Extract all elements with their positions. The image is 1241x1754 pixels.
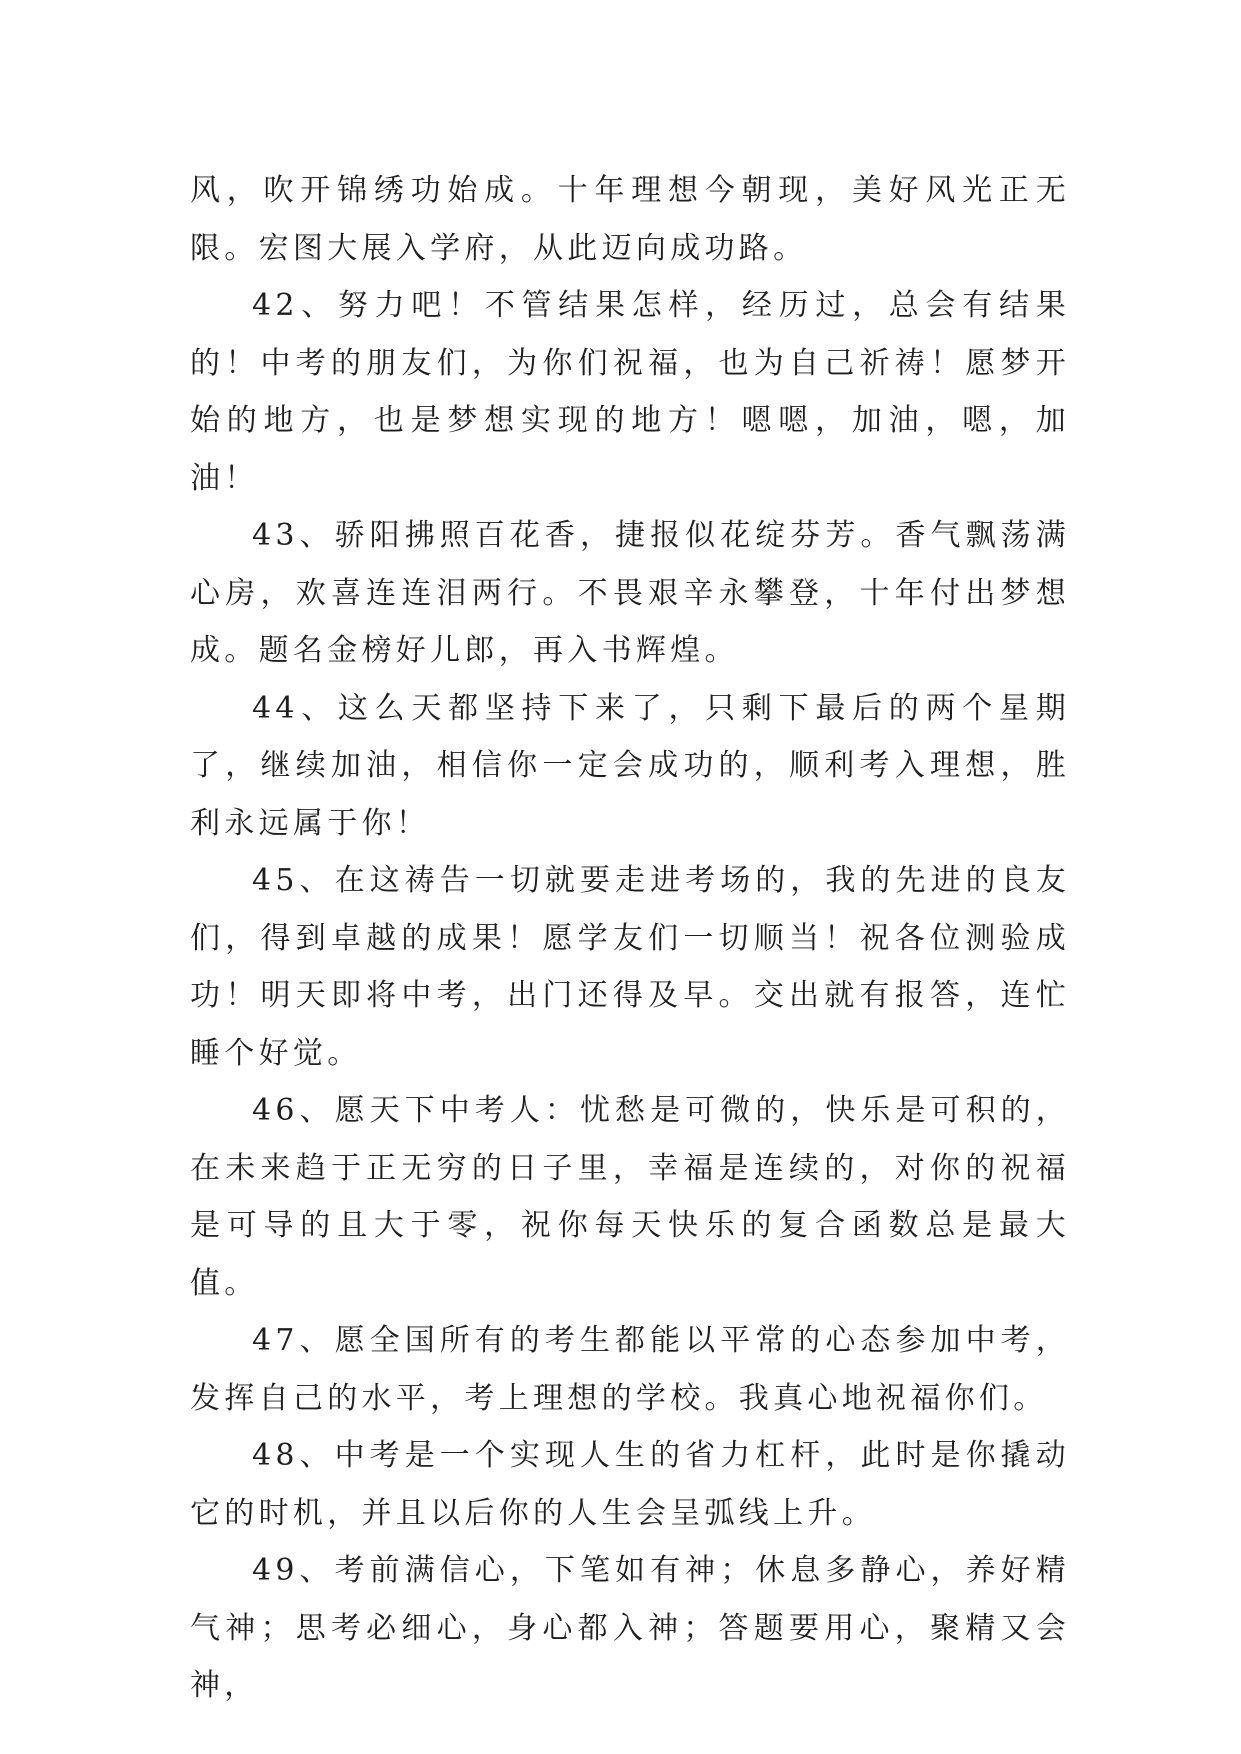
paragraph-47: 47、愿全国所有的考生都能以平常的心态参加中考，发挥自己的水平，考上理想的学校。我真心地祝福你们。: [190, 1323, 1070, 1416]
paragraph-49: 49、考前满信心，下笔如有神；休息多静心，养好精气神；思考必细心，身心都入神；答题要用心，聚精又会神，: [190, 1553, 1070, 1703]
paragraph-44: 44、这么天都坚持下来了，只剩下最后的两个星期了，继续加油，相信你一定会成功的，顺利考入理想，胜利永远属于你！: [190, 690, 1070, 841]
document-page: [190, 162, 1070, 1715]
paragraph-46: 46、愿天下中考人：忧愁是可微的，快乐是可积的，在未来趋于正无穷的日子里，幸福是连续的，对你的祝福是可导的且大于零，祝你每天快乐的复合函数总是最大值。: [190, 1093, 1070, 1301]
paragraph-43: 43、骄阳拂照百花香，捷报似花绽芬芳。香气飘荡满心房，欢喜连连泪两行。不畏艰辛永攀登，十年付出梦想成。题名金榜好儿郎，再入书辉煌。: [190, 518, 1070, 668]
paragraph-45: 45、在这祷告一切就要走进考场的，我的先进的良友们，得到卓越的成果！愿学友们一切顺当！祝各位测验成功！明天即将中考，出门还得及早。交出就有报答，连忙睡个好觉。: [190, 863, 1070, 1071]
paragraph-continuation: 风，吹开锦绣功始成。十年理想今朝现，美好风光正无限。宏图大展入学府，从此迈向成功路。: [190, 173, 1070, 266]
paragraph-42: 42、努力吧！不管结果怎样，经历过，总会有结果的！中考的朋友们，为你们祝福，也为自己祈祷！愿梦开始的地方，也是梦想实现的地方！嗯嗯，加油，嗯，加油！: [190, 288, 1070, 496]
paragraph-48: 48、中考是一个实现人生的省力杠杆，此时是你撬动它的时机，并且以后你的人生会呈弧线上升。: [190, 1438, 1070, 1531]
